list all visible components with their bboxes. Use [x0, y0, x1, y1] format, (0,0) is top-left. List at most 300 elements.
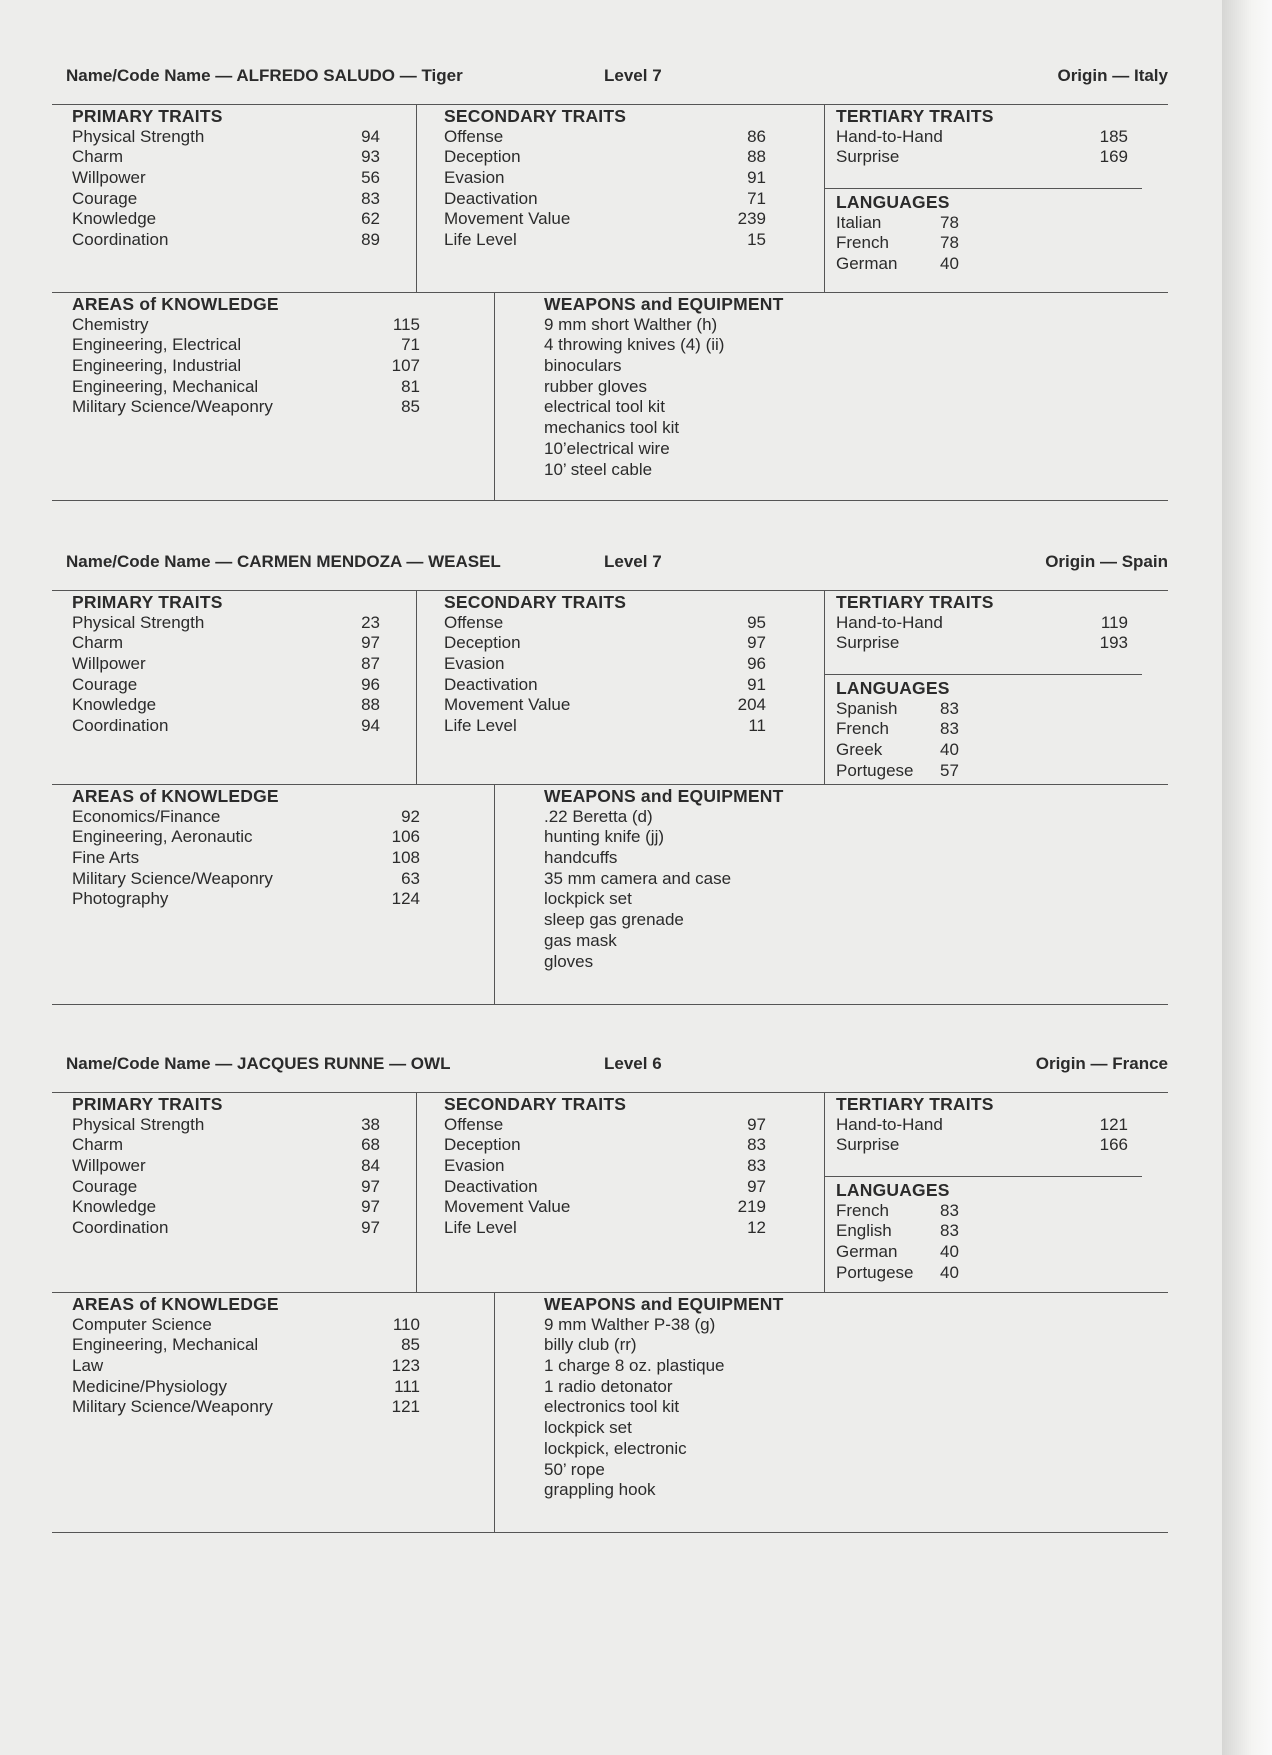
languages [836, 1180, 1136, 1283]
stat-row [72, 869, 420, 890]
language-name: Spanish [836, 698, 898, 718]
tertiary-traits [836, 1094, 1128, 1156]
stat-label: Courage [72, 674, 138, 694]
stat-value: 38 [361, 1114, 380, 1134]
stat-value: 92 [401, 806, 420, 826]
stat-label: Physical Strength [72, 612, 205, 632]
language-row [836, 719, 1136, 740]
weapons-and-equipment [544, 1294, 1104, 1501]
stat-value: 84 [361, 1156, 380, 1176]
secondary-traits-title: SECONDARY TRAITS [444, 106, 627, 126]
language-name: Greek [836, 740, 883, 760]
secondary-traits [444, 592, 766, 737]
stat-label: Deception [444, 1135, 521, 1155]
secondary-traits [444, 106, 766, 251]
stat-value: 89 [361, 230, 380, 250]
stat-value: 185 [1099, 126, 1128, 146]
stat-value: 86 [747, 126, 766, 146]
equipment-item: sleep gas grenade [544, 910, 684, 930]
stat-row [836, 1135, 1128, 1156]
stat-label: Engineering, Industrial [72, 356, 242, 376]
equipment-item: electronics tool kit [544, 1397, 680, 1417]
stat-value: 96 [361, 674, 380, 694]
tertiary-languages-rule [824, 1176, 1142, 1177]
stat-value: 91 [747, 168, 766, 188]
equipment-item: grappling hook [544, 1480, 656, 1500]
weapons-and-equipment [544, 786, 1104, 972]
stat-row [72, 189, 380, 210]
equipment-item: 1 radio detonator [544, 1376, 673, 1396]
header-rule [52, 590, 1168, 591]
stat-value: 88 [747, 147, 766, 167]
stat-value: 121 [1099, 1114, 1128, 1134]
origin-label: Origin — Italy [1057, 66, 1168, 85]
stat-label: Life Level [444, 230, 517, 250]
stat-label: Photography [72, 889, 169, 909]
equipment-item: handcuffs [544, 848, 618, 868]
stat-value: 93 [361, 147, 380, 167]
language-row [836, 740, 1136, 761]
stat-value: 95 [747, 612, 766, 632]
stat-row [836, 1115, 1128, 1136]
stat-value: 56 [361, 168, 380, 188]
section-rule [52, 1292, 1168, 1293]
areas-of-knowledge-title: AREAS of KNOWLEDGE [72, 1294, 279, 1314]
stat-row [444, 1218, 766, 1239]
record-header [52, 1050, 1168, 1080]
stat-label: Charm [72, 633, 124, 653]
language-row [836, 699, 1136, 720]
equipment-item: gas mask [544, 930, 617, 950]
equipment-item: 35 mm camera and case [544, 868, 732, 888]
stat-label: Coordination [72, 716, 169, 736]
stat-label: Deactivation [444, 188, 538, 208]
stat-label: Charm [72, 147, 124, 167]
language-name: French [836, 233, 889, 253]
stat-label: Offense [444, 612, 504, 632]
header-rule [52, 104, 1168, 105]
stat-row [72, 127, 380, 148]
equipment-item: hunting knife (jj) [544, 827, 665, 847]
stat-value: 97 [747, 633, 766, 653]
language-name: French [836, 719, 889, 739]
stat-label: Movement Value [444, 1197, 571, 1217]
stat-label: Evasion [444, 168, 505, 188]
equipment-item: rubber gloves [544, 376, 648, 396]
stat-row [72, 633, 380, 654]
origin-label: Origin — France [1035, 1054, 1168, 1073]
weapons-and-equipment [544, 294, 1104, 480]
record-header [52, 548, 1168, 578]
origin-label: Origin — Spain [1045, 552, 1168, 571]
divider-primary-secondary [416, 104, 417, 292]
stat-row [72, 168, 380, 189]
weapons-title: WEAPONS and EQUIPMENT [544, 1294, 784, 1314]
primary-traits-title: PRIMARY TRAITS [72, 1094, 223, 1114]
stat-label: Evasion [444, 1156, 505, 1176]
areas-of-knowledge [72, 1294, 420, 1418]
stat-row [72, 335, 420, 356]
language-row [836, 1221, 1136, 1242]
equipment-item: 50’ rope [544, 1459, 605, 1479]
stat-row [72, 1335, 420, 1356]
stat-label: Deactivation [444, 674, 538, 694]
stat-value: 85 [401, 1335, 420, 1355]
stat-value: 71 [747, 188, 766, 208]
stat-label: Life Level [444, 1218, 517, 1238]
language-value: 40 [940, 254, 959, 274]
stat-label: Law [72, 1356, 104, 1376]
stat-value: 110 [392, 1314, 420, 1334]
stat-value: 83 [747, 1156, 766, 1176]
language-value: 83 [940, 1200, 959, 1220]
stat-row [72, 1135, 380, 1156]
tertiary-traits [836, 592, 1128, 654]
language-name: German [836, 254, 898, 274]
equipment-item: 1 charge 8 oz. plastique [544, 1356, 725, 1376]
equipment-item: 9 mm Walther P-38 (g) [544, 1314, 716, 1334]
stat-row [72, 315, 420, 336]
stat-label: Engineering, Mechanical [72, 376, 259, 396]
stat-row [72, 1115, 380, 1136]
stat-label: Coordination [72, 1218, 169, 1238]
record-header [52, 62, 1168, 92]
equipment-item: .22 Beretta (d) [544, 806, 653, 826]
stat-row [444, 147, 766, 168]
record-bottom-rule [52, 1004, 1168, 1005]
stat-label: Fine Arts [72, 848, 140, 868]
stat-row [444, 695, 766, 716]
primary-traits-title: PRIMARY TRAITS [72, 106, 223, 126]
equipment-item: lockpick set [544, 1418, 632, 1438]
stat-label: Hand-to-Hand [836, 1114, 943, 1134]
stat-row [444, 633, 766, 654]
stat-label: Coordination [72, 230, 169, 250]
language-name: Portugese [836, 1262, 914, 1282]
stat-label: Hand-to-Hand [836, 612, 943, 632]
language-row [836, 254, 1136, 275]
stat-value: 97 [361, 633, 380, 653]
stat-row [836, 613, 1128, 634]
stat-row [72, 1356, 420, 1377]
stat-value: 81 [401, 376, 420, 396]
language-value: 40 [940, 740, 959, 760]
language-value: 83 [940, 698, 959, 718]
primary-traits [72, 592, 380, 737]
stat-row [444, 189, 766, 210]
stat-row [72, 397, 420, 418]
stat-value: 71 [401, 335, 420, 355]
stat-value: 88 [361, 695, 380, 715]
stat-label: Courage [72, 188, 138, 208]
languages-title: LANGUAGES [836, 678, 950, 698]
divider-knowledge-weapons [494, 292, 495, 500]
stat-value: 97 [747, 1176, 766, 1196]
language-value: 40 [940, 1242, 959, 1262]
stat-value: 96 [747, 654, 766, 674]
stat-value: 12 [747, 1218, 766, 1238]
stat-row [444, 654, 766, 675]
stat-row [444, 613, 766, 634]
section-rule [52, 784, 1168, 785]
equipment-item: 4 throwing knives (4) (ii) [544, 335, 725, 355]
stat-value: 11 [748, 716, 766, 736]
name-code-name: Name/Code Name — JACQUES RUNNE — OWL [66, 1054, 451, 1073]
equipment-item: 9 mm short Walther (h) [544, 314, 718, 334]
areas-of-knowledge-title: AREAS of KNOWLEDGE [72, 786, 279, 806]
language-row [836, 761, 1136, 782]
stat-label: Engineering, Mechanical [72, 1335, 259, 1355]
stat-value: 85 [401, 397, 420, 417]
divider-secondary-tertiary [824, 104, 825, 292]
stat-label: Physical Strength [72, 1114, 205, 1134]
stat-row [444, 716, 766, 737]
language-value: 78 [940, 233, 959, 253]
stat-label: Hand-to-Hand [836, 126, 943, 146]
stat-value: 15 [747, 230, 766, 250]
language-value: 83 [940, 719, 959, 739]
divider-secondary-tertiary [824, 1092, 825, 1292]
language-row [836, 233, 1136, 254]
stat-label: Knowledge [72, 695, 157, 715]
language-row [836, 1201, 1136, 1222]
stat-value: 62 [361, 209, 380, 229]
stat-value: 115 [392, 314, 420, 334]
stat-row [444, 127, 766, 148]
stat-value: 97 [361, 1176, 380, 1196]
stat-label: Courage [72, 1176, 138, 1196]
languages [836, 678, 1136, 781]
stat-row [72, 356, 420, 377]
primary-traits-title: PRIMARY TRAITS [72, 592, 223, 612]
primary-traits [72, 106, 380, 251]
stat-row [72, 147, 380, 168]
equipment-item: lockpick set [544, 889, 632, 909]
divider-primary-secondary [416, 590, 417, 784]
language-row [836, 1242, 1136, 1263]
stat-label: Deception [444, 633, 521, 653]
stat-row [72, 1377, 420, 1398]
language-row [836, 1263, 1136, 1284]
stat-row [836, 147, 1128, 168]
stat-row [836, 127, 1128, 148]
tertiary-traits [836, 106, 1128, 168]
equipment-item: mechanics tool kit [544, 418, 680, 438]
stat-row [72, 654, 380, 675]
stat-row [72, 716, 380, 737]
stat-row [444, 1156, 766, 1177]
language-value: 78 [940, 212, 959, 232]
stat-value: 97 [361, 1197, 380, 1217]
languages-title: LANGUAGES [836, 1180, 950, 1200]
stat-value: 111 [394, 1376, 420, 1396]
stat-row [72, 1156, 380, 1177]
divider-knowledge-weapons [494, 1292, 495, 1532]
name-code-name: Name/Code Name — ALFREDO SALUDO — Tiger [66, 66, 463, 85]
stat-label: Military Science/Weaponry [72, 397, 273, 417]
stat-value: 166 [1099, 1135, 1128, 1155]
stat-label: Evasion [444, 654, 505, 674]
stat-row [72, 807, 420, 828]
equipment-item: 10’electrical wire [544, 438, 670, 458]
stat-label: Economics/Finance [72, 806, 221, 826]
stat-value: 119 [1100, 612, 1128, 632]
stat-row [444, 1177, 766, 1198]
stat-value: 204 [737, 695, 766, 715]
stat-value: 83 [361, 188, 380, 208]
stat-value: 108 [391, 848, 420, 868]
divider-knowledge-weapons [494, 784, 495, 1004]
level-label: Level 6 [604, 1054, 662, 1073]
stat-row [72, 1315, 420, 1336]
areas-of-knowledge [72, 294, 420, 418]
secondary-traits [444, 1094, 766, 1239]
equipment-item: binoculars [544, 356, 622, 376]
character-record [52, 1050, 1168, 1534]
stat-value: 23 [361, 612, 380, 632]
secondary-traits-title: SECONDARY TRAITS [444, 1094, 627, 1114]
stat-label: Deactivation [444, 1176, 538, 1196]
stat-value: 219 [737, 1197, 766, 1217]
language-value: 40 [940, 1262, 959, 1282]
stat-row [72, 1197, 380, 1218]
languages [836, 192, 1136, 275]
stat-value: 94 [361, 126, 380, 146]
stat-label: Chemistry [72, 314, 149, 334]
stat-label: Offense [444, 126, 504, 146]
section-rule [52, 292, 1168, 293]
divider-secondary-tertiary [824, 590, 825, 784]
weapons-title: WEAPONS and EQUIPMENT [544, 294, 784, 314]
stat-value: 87 [361, 654, 380, 674]
stat-value: 106 [391, 827, 420, 847]
tertiary-traits-title: TERTIARY TRAITS [836, 592, 994, 612]
stat-label: Charm [72, 1135, 124, 1155]
stat-row [72, 827, 420, 848]
stat-row [72, 889, 420, 910]
name-code-name: Name/Code Name — CARMEN MENDOZA — WEASEL [66, 552, 501, 571]
stat-label: Engineering, Aeronautic [72, 827, 253, 847]
stat-row [444, 209, 766, 230]
stat-label: Deception [444, 147, 521, 167]
stat-label: Offense [444, 1114, 504, 1134]
stat-row [836, 633, 1128, 654]
record-bottom-rule [52, 500, 1168, 501]
stat-row [72, 695, 380, 716]
stat-label: Willpower [72, 168, 146, 188]
stat-row [72, 230, 380, 251]
stat-label: Military Science/Weaponry [72, 868, 273, 888]
language-name: Portugese [836, 760, 914, 780]
stat-value: 63 [401, 868, 420, 888]
character-record [52, 548, 1168, 1006]
stat-row [72, 1177, 380, 1198]
areas-of-knowledge-title: AREAS of KNOWLEDGE [72, 294, 279, 314]
stat-row [72, 675, 380, 696]
stat-row [72, 209, 380, 230]
stat-value: 91 [747, 674, 766, 694]
tertiary-traits-title: TERTIARY TRAITS [836, 1094, 994, 1114]
equipment-item: gloves [544, 951, 594, 971]
equipment-item: billy club (rr) [544, 1335, 637, 1355]
stat-row [444, 230, 766, 251]
areas-of-knowledge [72, 786, 420, 910]
language-name: French [836, 1200, 889, 1220]
stat-row [444, 1135, 766, 1156]
stat-label: Movement Value [444, 209, 571, 229]
stat-value: 121 [391, 1397, 420, 1417]
divider-primary-secondary [416, 1092, 417, 1292]
stat-row [444, 675, 766, 696]
primary-traits [72, 1094, 380, 1239]
tertiary-languages-rule [824, 188, 1142, 189]
stat-value: 68 [361, 1135, 380, 1155]
language-value: 83 [940, 1221, 959, 1241]
stat-label: Computer Science [72, 1314, 212, 1334]
stat-label: Life Level [444, 716, 517, 736]
secondary-traits-title: SECONDARY TRAITS [444, 592, 627, 612]
stat-row [72, 1218, 380, 1239]
stat-row [444, 168, 766, 189]
header-rule [52, 1092, 1168, 1093]
stat-value: 124 [391, 889, 420, 909]
stat-label: Willpower [72, 654, 146, 674]
stat-label: Knowledge [72, 209, 157, 229]
stat-label: Medicine/Physiology [72, 1376, 227, 1396]
stat-value: 239 [737, 209, 766, 229]
stat-value: 169 [1099, 147, 1128, 167]
tertiary-languages-rule [824, 674, 1142, 675]
stat-value: 97 [747, 1114, 766, 1134]
stat-label: Surprise [836, 1135, 900, 1155]
stat-row [444, 1197, 766, 1218]
stat-label: Movement Value [444, 695, 571, 715]
languages-title: LANGUAGES [836, 192, 950, 212]
stat-row [72, 848, 420, 869]
stat-row [72, 1397, 420, 1418]
stat-label: Surprise [836, 633, 900, 653]
stat-value: 94 [361, 716, 380, 736]
character-record [52, 62, 1168, 502]
stat-value: 193 [1099, 633, 1128, 653]
stat-label: Engineering, Electrical [72, 335, 242, 355]
language-name: German [836, 1242, 898, 1262]
stat-label: Willpower [72, 1156, 146, 1176]
tertiary-traits-title: TERTIARY TRAITS [836, 106, 994, 126]
language-value: 57 [940, 760, 959, 780]
stat-value: 107 [391, 356, 420, 376]
stat-row [72, 613, 380, 634]
language-name: English [836, 1221, 892, 1241]
language-name: Italian [836, 212, 882, 232]
level-label: Level 7 [604, 552, 662, 571]
weapons-title: WEAPONS and EQUIPMENT [544, 786, 784, 806]
stat-row [444, 1115, 766, 1136]
stat-label: Surprise [836, 147, 900, 167]
record-bottom-rule [52, 1532, 1168, 1533]
language-row [836, 213, 1136, 234]
level-label: Level 7 [604, 66, 662, 85]
stat-value: 123 [391, 1356, 420, 1376]
stat-label: Military Science/Weaponry [72, 1397, 273, 1417]
stat-value: 97 [361, 1218, 380, 1238]
stat-row [72, 377, 420, 398]
stat-label: Knowledge [72, 1197, 157, 1217]
stat-value: 83 [747, 1135, 766, 1155]
equipment-item: electrical tool kit [544, 397, 665, 417]
page-spine-shadow [1222, 0, 1272, 1755]
equipment-item: lockpick, electronic [544, 1438, 687, 1458]
